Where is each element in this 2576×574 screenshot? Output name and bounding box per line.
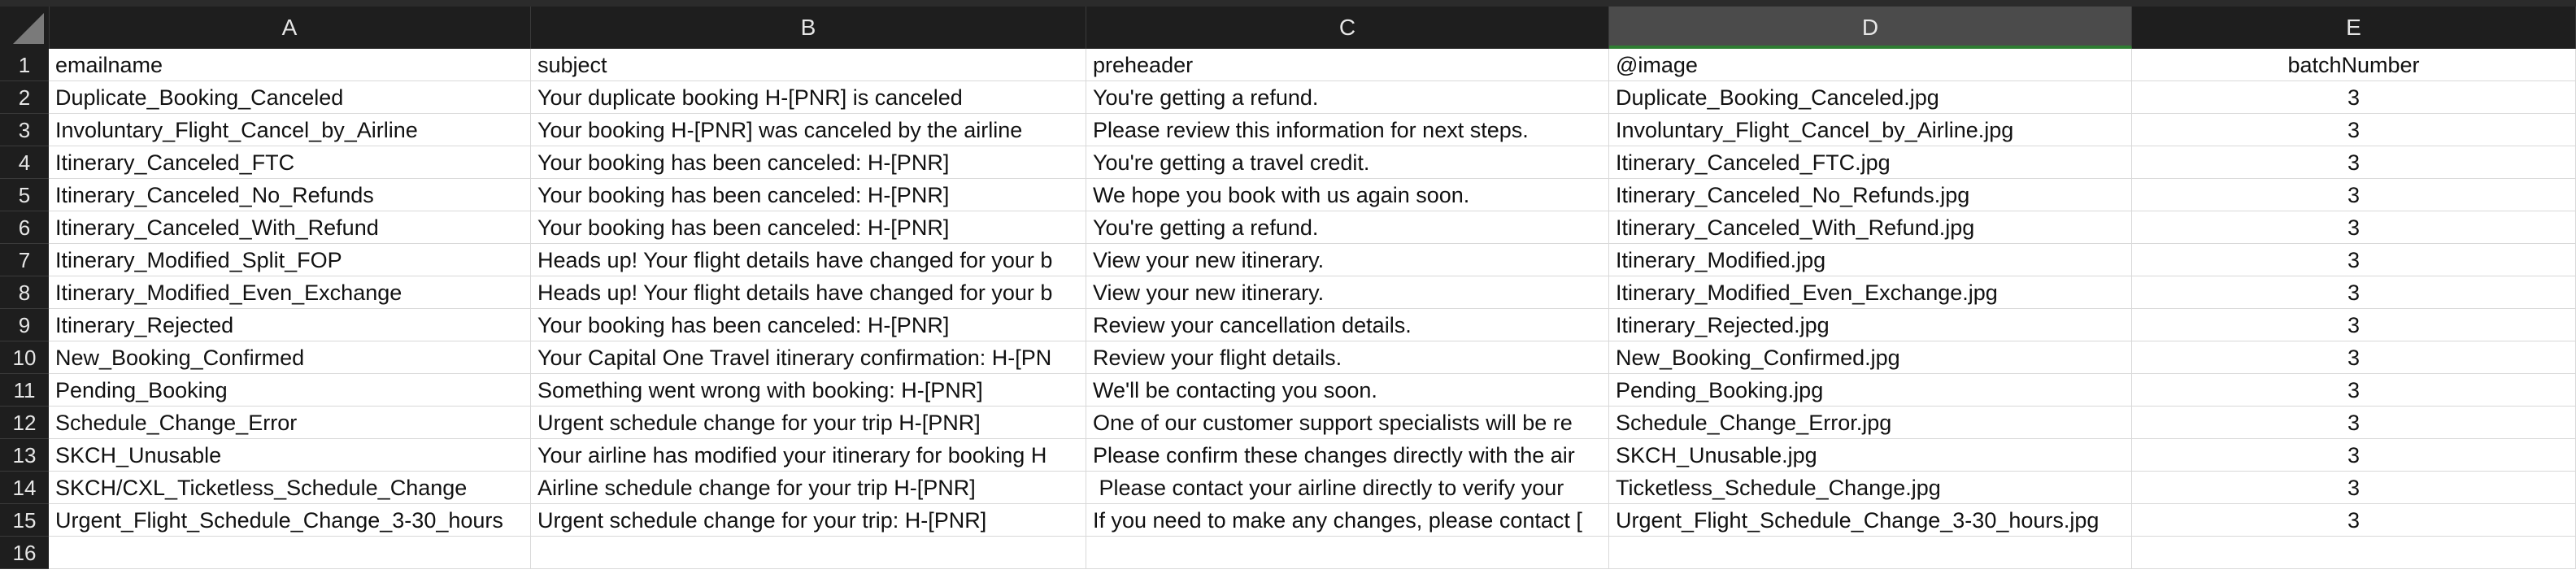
row-number[interactable]: 5	[0, 179, 49, 211]
row-number[interactable]: 11	[0, 374, 49, 407]
cell-a-13[interactable]: SKCH_Unusable	[49, 439, 531, 472]
row-number[interactable]: 9	[0, 309, 49, 341]
table-row	[0, 244, 2576, 276]
cell-e-16[interactable]	[2132, 537, 2576, 569]
cell-e-4[interactable]: 3	[2132, 146, 2576, 179]
cell-a-9[interactable]: Itinerary_Rejected	[49, 309, 531, 341]
cell-c-6[interactable]: You're getting a refund.	[1086, 211, 1609, 244]
column-header-c[interactable]: C	[1086, 7, 1609, 49]
cell-b-16[interactable]	[531, 537, 1086, 569]
row-number[interactable]: 3	[0, 114, 49, 146]
cell-e-3[interactable]: 3	[2132, 114, 2576, 146]
cell-b-4[interactable]: Your booking has been canceled: H-[PNR]	[531, 146, 1086, 179]
table-row	[0, 179, 2576, 211]
cell-b-15[interactable]: Urgent schedule change for your trip: H-[PNR]	[531, 504, 1086, 537]
cell-d-9[interactable]: Itinerary_Rejected.jpg	[1609, 309, 2132, 341]
cell-c-3[interactable]: Please review this information for next steps.	[1086, 114, 1609, 146]
cell-b-10[interactable]: Your Capital One Travel itinerary confirmation: H-[PN	[531, 341, 1086, 374]
cell-a-8[interactable]: Itinerary_Modified_Even_Exchange	[49, 276, 531, 309]
column-header-a[interactable]: A	[49, 7, 531, 49]
cell-d-12[interactable]: Schedule_Change_Error.jpg	[1609, 407, 2132, 439]
row-number[interactable]: 6	[0, 211, 49, 244]
cell-b-11[interactable]: Something went wrong with booking: H-[PNR]	[531, 374, 1086, 407]
table-row	[0, 439, 2576, 472]
cell-c-7[interactable]: View your new itinerary.	[1086, 244, 1609, 276]
cell-e-14[interactable]: 3	[2132, 472, 2576, 504]
select-all-icon	[0, 7, 49, 49]
column-header-row	[0, 7, 2576, 49]
cell-c-9[interactable]: Review your cancellation details.	[1086, 309, 1609, 341]
cell-c-13[interactable]: Please confirm these changes directly with the air	[1086, 439, 1609, 472]
cell-e-15[interactable]: 3	[2132, 504, 2576, 537]
cell-d-14[interactable]: Ticketless_Schedule_Change.jpg	[1609, 472, 2132, 504]
row-number[interactable]: 12	[0, 407, 49, 439]
select-all-corner[interactable]	[0, 7, 50, 49]
cell-e-7[interactable]: 3	[2132, 244, 2576, 276]
row-number[interactable]: 10	[0, 341, 49, 374]
cell-b-14[interactable]: Airline schedule change for your trip H-[PNR]	[531, 472, 1086, 504]
column-header-e[interactable]: E	[2132, 7, 2576, 49]
cell-a-6[interactable]: Itinerary_Canceled_With_Refund	[49, 211, 531, 244]
cell-c-5[interactable]: We hope you book with us again soon.	[1086, 179, 1609, 211]
cell-d-8[interactable]: Itinerary_Modified_Even_Exchange.jpg	[1609, 276, 2132, 309]
cell-c-12[interactable]: One of our customer support specialists will be re	[1086, 407, 1609, 439]
cell-d-4[interactable]: Itinerary_Canceled_FTC.jpg	[1609, 146, 2132, 179]
row-number[interactable]: 16	[0, 537, 49, 569]
cell-d-3[interactable]: Involuntary_Flight_Cancel_by_Airline.jpg	[1609, 114, 2132, 146]
cell-b-3[interactable]: Your booking H-[PNR] was canceled by the airline	[531, 114, 1086, 146]
cell-b-8[interactable]: Heads up! Your flight details have changed for your b	[531, 276, 1086, 309]
cell-e-2[interactable]: 3	[2132, 81, 2576, 114]
cell-c-11[interactable]: We'll be contacting you soon.	[1086, 374, 1609, 407]
cell-b-13[interactable]: Your airline has modified your itinerary for booking H	[531, 439, 1086, 472]
cell-b-7[interactable]: Heads up! Your flight details have changed for your b	[531, 244, 1086, 276]
row-number[interactable]: 2	[0, 81, 49, 114]
column-header-b[interactable]: B	[531, 7, 1086, 49]
cell-b-12[interactable]: Urgent schedule change for your trip H-[PNR]	[531, 407, 1086, 439]
cell-a-3[interactable]: Involuntary_Flight_Cancel_by_Airline	[49, 114, 531, 146]
cell-a-2[interactable]: Duplicate_Booking_Canceled	[49, 81, 531, 114]
cell-c-2[interactable]: You're getting a refund.	[1086, 81, 1609, 114]
cell-b-9[interactable]: Your booking has been canceled: H-[PNR]	[531, 309, 1086, 341]
table-row	[0, 309, 2576, 341]
cell-d-13[interactable]: SKCH_Unusable.jpg	[1609, 439, 2132, 472]
cell-c-14[interactable]: Please contact your airline directly to verify your	[1086, 472, 1609, 504]
cell-e-10[interactable]: 3	[2132, 341, 2576, 374]
cell-e-13[interactable]: 3	[2132, 439, 2576, 472]
cell-a-11[interactable]: Pending_Booking	[49, 374, 531, 407]
cell-a-14[interactable]: SKCH/CXL_Ticketless_Schedule_Change	[49, 472, 531, 504]
cell-c-1[interactable]: preheader	[1086, 49, 1609, 81]
table-row	[0, 341, 2576, 374]
table-row	[0, 114, 2576, 146]
cell-d-1[interactable]: @image	[1609, 49, 2132, 81]
cell-b-2[interactable]: Your duplicate booking H-[PNR] is canceled	[531, 81, 1086, 114]
row-number[interactable]: 7	[0, 244, 49, 276]
cell-a-16[interactable]	[49, 537, 531, 569]
row-number[interactable]: 14	[0, 472, 49, 504]
cell-e-9[interactable]: 3	[2132, 309, 2576, 341]
cell-e-8[interactable]: 3	[2132, 276, 2576, 309]
column-header-d[interactable]: D	[1609, 7, 2132, 49]
cell-d-2[interactable]: Duplicate_Booking_Canceled.jpg	[1609, 81, 2132, 114]
cell-a-15[interactable]: Urgent_Flight_Schedule_Change_3-30_hours	[49, 504, 531, 537]
cell-d-15[interactable]: Urgent_Flight_Schedule_Change_3-30_hours.jpg	[1609, 504, 2132, 537]
cell-e-1[interactable]: batchNumber	[2132, 49, 2576, 81]
row-number[interactable]: 8	[0, 276, 49, 309]
cell-d-5[interactable]: Itinerary_Canceled_No_Refunds.jpg	[1609, 179, 2132, 211]
cell-c-8[interactable]: View your new itinerary.	[1086, 276, 1609, 309]
toolbar-edge	[0, 0, 2576, 7]
cell-c-16[interactable]	[1086, 537, 1609, 569]
table-row	[0, 146, 2576, 179]
cell-a-12[interactable]: Schedule_Change_Error	[49, 407, 531, 439]
table-row	[0, 49, 2576, 81]
cell-a-5[interactable]: Itinerary_Canceled_No_Refunds	[49, 179, 531, 211]
table-row	[0, 407, 2576, 439]
cell-d-10[interactable]: New_Booking_Confirmed.jpg	[1609, 341, 2132, 374]
table-row	[0, 276, 2576, 309]
table-row	[0, 81, 2576, 114]
cell-a-4[interactable]: Itinerary_Canceled_FTC	[49, 146, 531, 179]
cell-a-10[interactable]: New_Booking_Confirmed	[49, 341, 531, 374]
table-row	[0, 472, 2576, 504]
table-row	[0, 537, 2576, 569]
cell-d-11[interactable]: Pending_Booking.jpg	[1609, 374, 2132, 407]
cell-e-12[interactable]: 3	[2132, 407, 2576, 439]
cell-e-6[interactable]: 3	[2132, 211, 2576, 244]
cell-b-6[interactable]: Your booking has been canceled: H-[PNR]	[531, 211, 1086, 244]
cell-e-5[interactable]: 3	[2132, 179, 2576, 211]
cell-a-7[interactable]: Itinerary_Modified_Split_FOP	[49, 244, 531, 276]
cell-e-11[interactable]: 3	[2132, 374, 2576, 407]
cell-d-16[interactable]	[1609, 537, 2132, 569]
row-number[interactable]: 13	[0, 439, 49, 472]
cell-b-1[interactable]: subject	[531, 49, 1086, 81]
cell-d-7[interactable]: Itinerary_Modified.jpg	[1609, 244, 2132, 276]
cell-c-10[interactable]: Review your flight details.	[1086, 341, 1609, 374]
cell-a-1[interactable]: emailname	[49, 49, 531, 81]
row-number[interactable]: 4	[0, 146, 49, 179]
cell-d-6[interactable]: Itinerary_Canceled_With_Refund.jpg	[1609, 211, 2132, 244]
row-number[interactable]: 1	[0, 49, 49, 81]
table-row	[0, 211, 2576, 244]
cell-c-15[interactable]: If you need to make any changes, please contact [	[1086, 504, 1609, 537]
table-row	[0, 374, 2576, 407]
row-number[interactable]: 15	[0, 504, 49, 537]
cell-c-4[interactable]: You're getting a travel credit.	[1086, 146, 1609, 179]
cell-b-5[interactable]: Your booking has been canceled: H-[PNR]	[531, 179, 1086, 211]
table-row	[0, 504, 2576, 537]
